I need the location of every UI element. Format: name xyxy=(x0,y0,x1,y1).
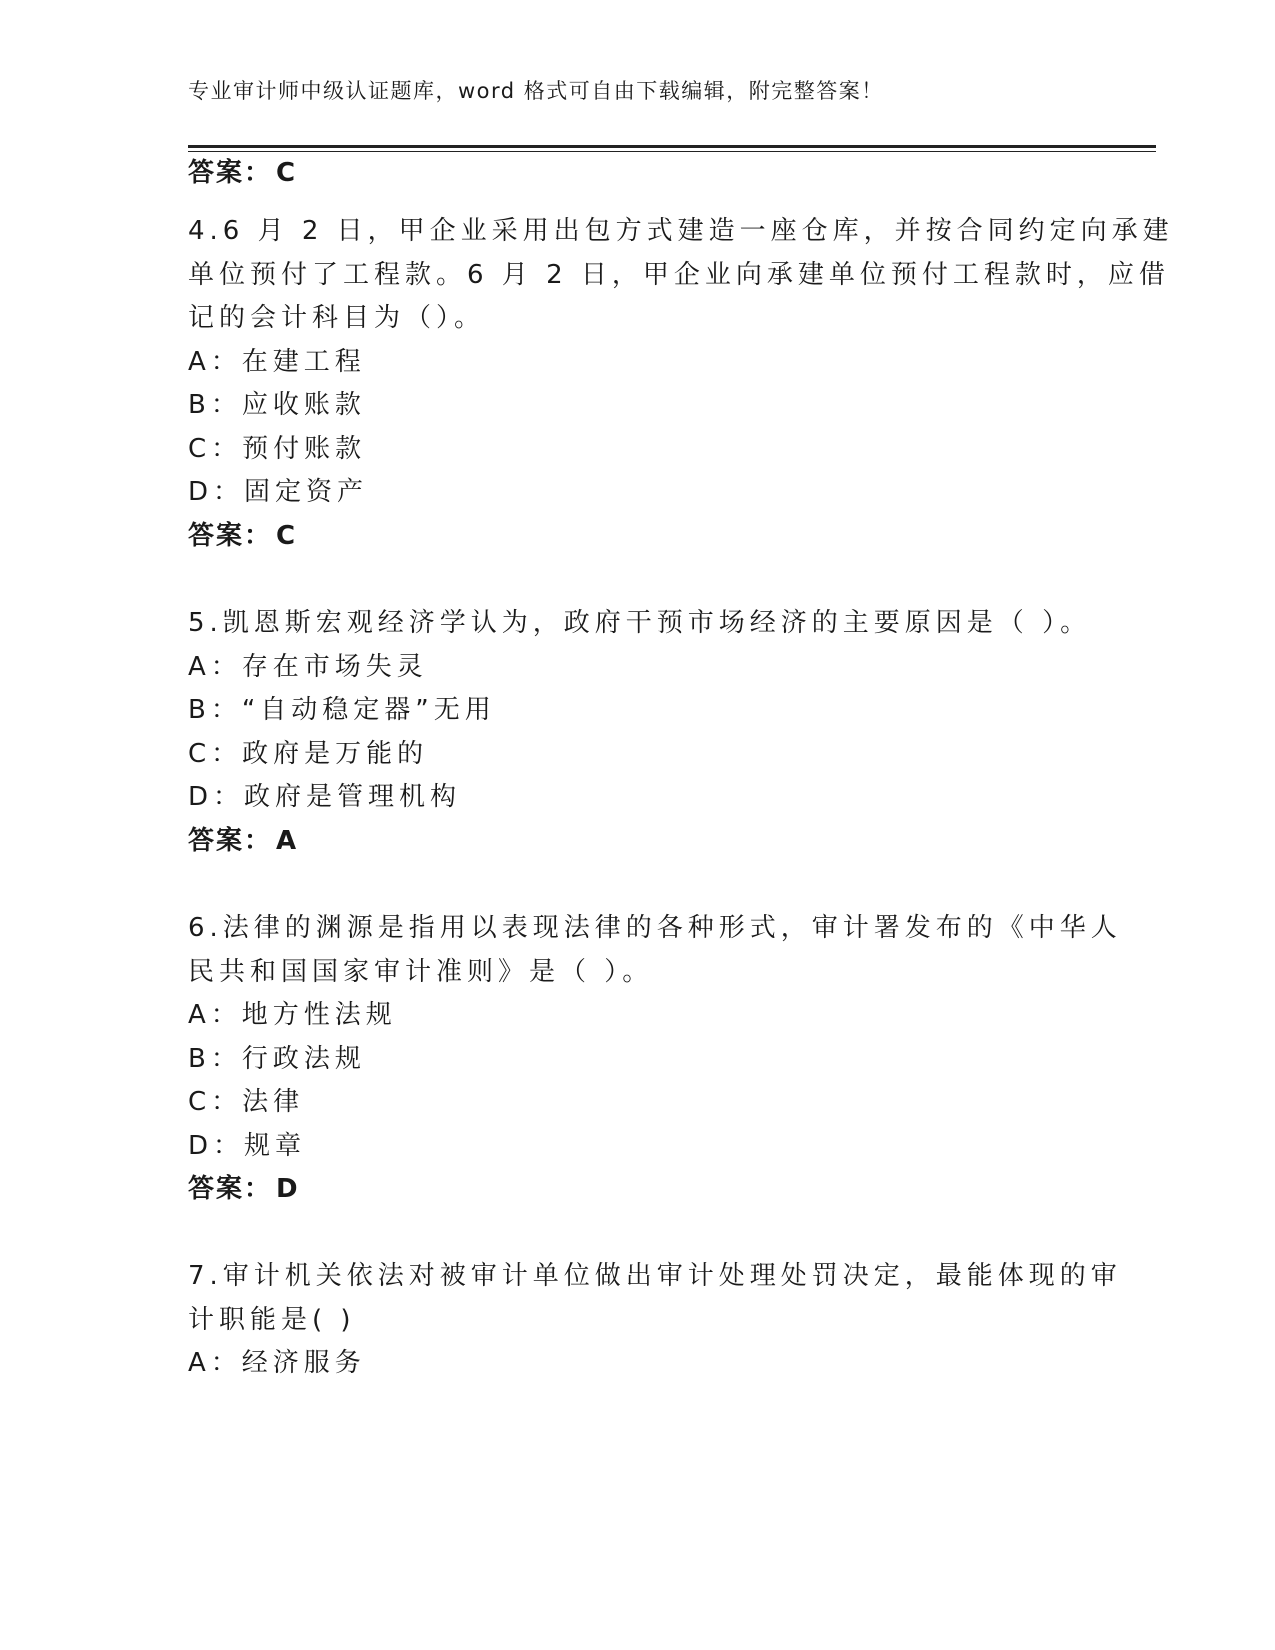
question-text: 单位预付了工程款。6 月 2 日，甲企业向承建单位预付工程款时，应借 xyxy=(188,260,1170,290)
option-a: A：在建工程 xyxy=(188,347,366,377)
option-a: A：经济服务 xyxy=(188,1348,366,1378)
question-text: 记的会计科目为（）。 xyxy=(188,303,486,333)
answer-line xyxy=(188,824,298,858)
answer-label: 答案： xyxy=(188,158,273,188)
question-text: 计职能是( ) xyxy=(188,1305,356,1335)
option-b: B：“自动稳定器”无用 xyxy=(188,695,496,725)
answer-line xyxy=(188,519,297,553)
answer-value: C xyxy=(276,521,298,551)
option-b: B：应收账款 xyxy=(188,390,366,420)
option-c: C：预付账款 xyxy=(188,434,367,464)
question-text: 5.凯恩斯宏观经济学认为，政府干预市场经济的主要原因是（ ）。 xyxy=(188,608,1092,638)
answer-value: A xyxy=(276,826,299,856)
header-rule-thin xyxy=(188,151,1156,152)
question-text: 民共和国国家审计准则》是（ ）。 xyxy=(188,957,654,987)
option-b: B：行政法规 xyxy=(188,1044,366,1074)
header-text: 专业审计师中级认证题库，word 格式可自由下载编辑，附完整答案！ xyxy=(188,79,884,103)
question-text: 6.法律的渊源是指用以表现法律的各种形式，审计署发布的《中华人 xyxy=(188,913,1122,943)
answer-label: 答案： xyxy=(188,521,273,551)
answer-value: D xyxy=(276,1174,300,1204)
answer-line xyxy=(188,156,297,190)
header-rule-thick xyxy=(188,145,1156,148)
option-d: D：政府是管理机构 xyxy=(188,782,462,812)
option-a: A：存在市场失灵 xyxy=(188,652,428,682)
answer-line xyxy=(188,1172,300,1206)
answer-label: 答案： xyxy=(188,826,273,856)
option-d: D：规章 xyxy=(188,1131,307,1161)
answer-value: C xyxy=(276,158,298,188)
option-d: D：固定资产 xyxy=(188,477,369,507)
answer-label: 答案： xyxy=(188,1174,273,1204)
question-text: 7.审计机关依法对被审计单位做出审计处理处罚决定，最能体现的审 xyxy=(188,1261,1122,1291)
question-text: 4.6 月 2 日，甲企业采用出包方式建造一座仓库，并按合同约定向承建 xyxy=(188,216,1174,246)
option-a: A：地方性法规 xyxy=(188,1000,397,1030)
option-c: C：政府是万能的 xyxy=(188,739,429,769)
option-c: C：法律 xyxy=(188,1087,305,1117)
